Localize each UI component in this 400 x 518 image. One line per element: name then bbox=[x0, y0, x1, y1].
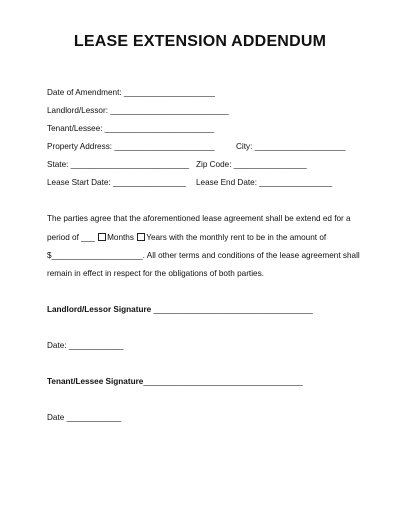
years-label: Years with the monthly rent to be in the amount of bbox=[146, 233, 327, 242]
body-line-3-text: All other terms and conditions of the lease agreement shall bbox=[144, 251, 360, 260]
years-checkbox[interactable] bbox=[137, 233, 145, 241]
tenant-signature-line[interactable]: ___________________________________ bbox=[143, 377, 303, 386]
body-line-4: remain in effect in respect for the obligations of both parties. bbox=[47, 269, 264, 278]
lease-start-date-field[interactable]: Lease Start Date: ________________ bbox=[47, 178, 186, 187]
months-checkbox[interactable] bbox=[98, 233, 106, 241]
landlord-signature-line[interactable]: ___________________________________ bbox=[151, 305, 313, 314]
zip-code-field[interactable]: Zip Code: ________________ bbox=[196, 160, 307, 169]
period-field[interactable]: period of ___ bbox=[47, 233, 95, 242]
landlord-field[interactable]: Landlord/Lessor: __________________________ bbox=[47, 106, 229, 115]
tenant-field[interactable]: Tenant/Lessee: ________________________ bbox=[47, 124, 215, 133]
body-line-1: The parties agree that the aforementioned lease agreement shall be extend ed for a bbox=[47, 214, 351, 223]
months-label: Months bbox=[107, 233, 134, 242]
tenant-date-field[interactable]: Date ____________ bbox=[47, 413, 122, 422]
landlord-signature-label: Landlord/Lessor Signature bbox=[47, 305, 152, 314]
landlord-date-field[interactable]: Date: ____________ bbox=[47, 341, 124, 350]
property-address-field[interactable]: Property Address: ______________________ bbox=[47, 142, 215, 151]
body-line-2 bbox=[47, 232, 326, 243]
landlord-signature-row bbox=[47, 304, 313, 315]
state-field[interactable]: State: __________________________ bbox=[47, 160, 190, 169]
body-line-3 bbox=[47, 250, 360, 261]
tenant-signature-row bbox=[47, 376, 303, 387]
tenant-signature-label: Tenant/Lessee Signature bbox=[47, 377, 144, 386]
lease-end-date-field[interactable]: Lease End Date: ________________ bbox=[196, 178, 333, 187]
city-field[interactable]: City: ____________________ bbox=[236, 142, 346, 151]
date-of-amendment-field[interactable]: Date of Amendment: ____________________ bbox=[47, 88, 215, 97]
rent-amount-field[interactable]: $____________________. bbox=[47, 251, 145, 260]
document-title: LEASE EXTENSION ADDENDUM bbox=[73, 33, 327, 50]
